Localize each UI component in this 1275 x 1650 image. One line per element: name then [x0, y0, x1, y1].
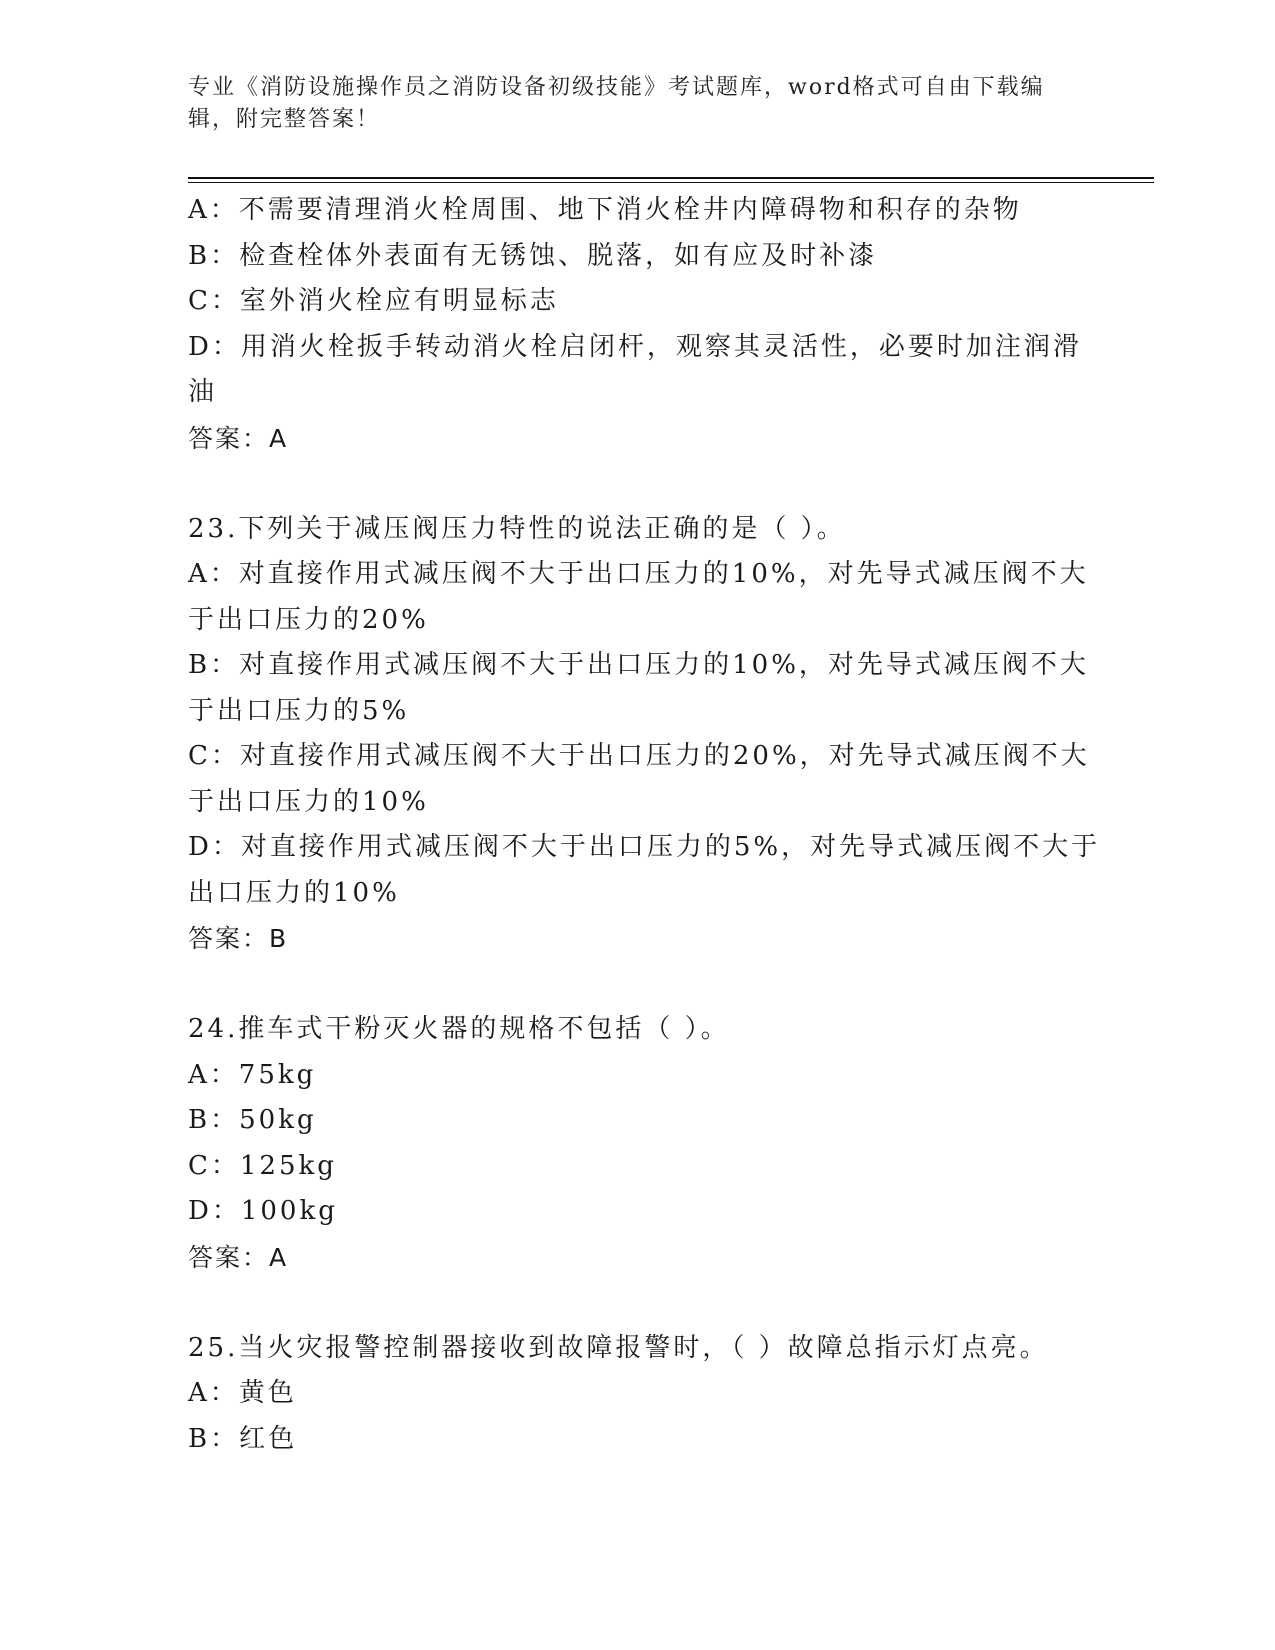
option-d: D：用消火栓扳手转动消火栓启闭杆，观察其灵活性，必要时加注润滑 [188, 331, 1082, 362]
option-b: B：检查栓体外表面有无锈蚀、脱落，如有应及时补漆 [188, 240, 878, 271]
option-a: A：对直接作用式减压阀不大于出口压力的10%，对先导式减压阀不大 [188, 559, 1089, 589]
question-25 [188, 1326, 1088, 1463]
header-line-2: 辑，附完整答案！ [188, 107, 381, 132]
spacer [188, 962, 1088, 1008]
option-a: A：75kg [188, 1059, 317, 1090]
question-stem: 23.下列关于减压阀压力特性的说法正确的是（ ）。 [188, 513, 846, 544]
header-divider-thin [188, 182, 1154, 183]
answer: 答案：B [188, 924, 289, 953]
option-b-continued: 于出口压力的5% [188, 695, 410, 726]
option-c: C：对直接作用式减压阀不大于出口压力的20%，对先导式减压阀不大 [188, 741, 1090, 771]
option-d: D：100kg [188, 1196, 338, 1226]
option-d: D：对直接作用式减压阀不大于出口压力的5%，对先导式减压阀不大于 [188, 832, 1101, 862]
question-22 [188, 188, 1088, 461]
option-a: A：不需要清理消火栓周围、地下消火栓井内障碍物和积存的杂物 [188, 195, 1022, 225]
option-c: C：室外消火栓应有明显标志 [188, 286, 559, 316]
answer: 答案：A [188, 1242, 289, 1272]
header-divider-thick [188, 177, 1154, 179]
option-d-continued: 出口压力的10% [188, 877, 400, 908]
spacer [188, 1280, 1088, 1326]
question-stem: 24.推车式干粉灭火器的规格不包括（ ）。 [188, 1014, 730, 1044]
header-line-1: 专业《消防设施操作员之消防设备初级技能》考试题库，word格式可自由下载编 [188, 75, 1045, 100]
document-header [188, 72, 1068, 136]
option-c-continued: 于出口压力的10% [188, 786, 429, 817]
option-a-continued: 于出口压力的20% [188, 604, 429, 635]
question-stem: 25.当火灾报警控制器接收到故障报警时，（ ）故障总指示灯点亮。 [188, 1332, 1049, 1363]
option-b: B：红色 [188, 1423, 298, 1454]
option-b: B：对直接作用式减压阀不大于出口压力的10%，对先导式减压阀不大 [188, 650, 1089, 680]
option-b: B：50kg [188, 1105, 317, 1135]
question-23 [188, 507, 1101, 962]
option-d-continued: 油 [188, 377, 218, 407]
question-24 [188, 1007, 1088, 1280]
question-list [188, 188, 1101, 1462]
answer: 答案：A [188, 423, 289, 453]
spacer [188, 461, 1088, 507]
option-c: C：125kg [188, 1150, 337, 1181]
option-a: A：黄色 [188, 1378, 297, 1408]
